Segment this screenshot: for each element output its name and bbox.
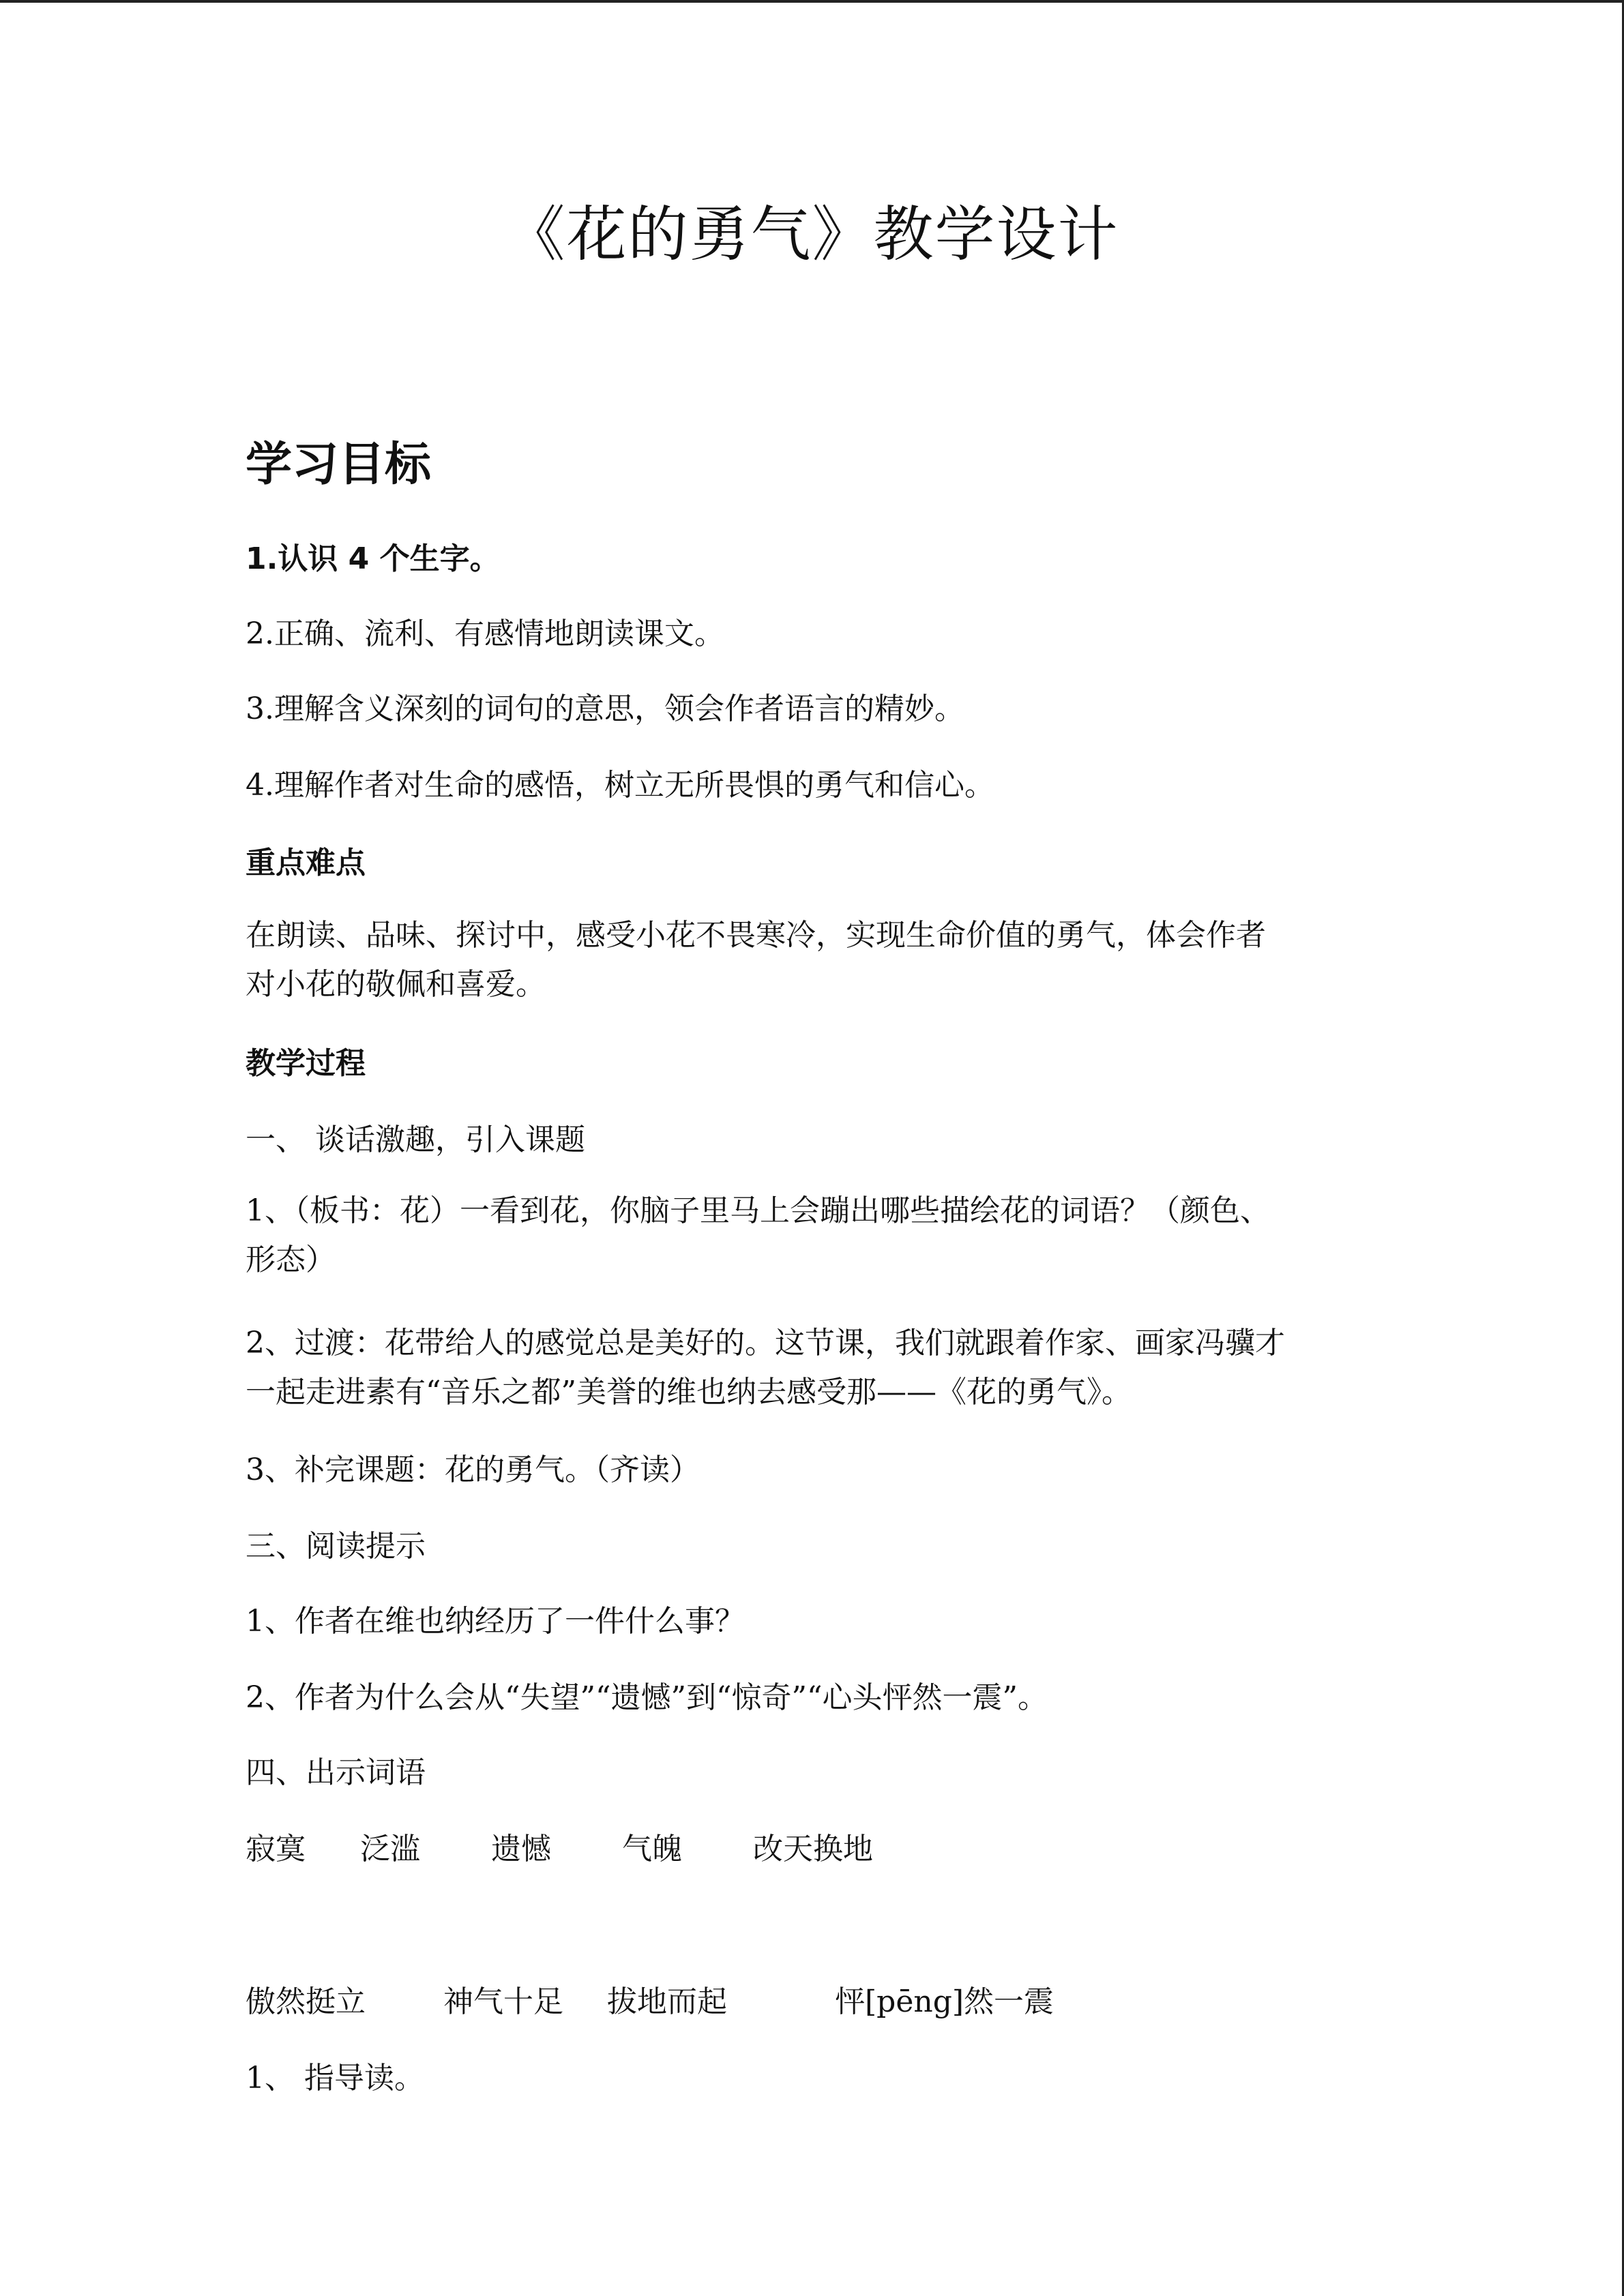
key-points-heading: 重点难点 xyxy=(246,846,366,880)
section-1-item-3: 3、补完课题：花的勇气。（齐读） xyxy=(246,1452,700,1487)
section-3-title: 三、阅读提示 xyxy=(246,1529,426,1564)
key-points-line: 对小花的敬佩和喜爱。 xyxy=(246,967,546,1002)
vocab-word: 寂寞 xyxy=(246,1832,306,1866)
section-1-item-1 xyxy=(246,1187,1391,1285)
key-points-paragraph xyxy=(246,911,1391,1009)
section-1-title: 一、 谈话激趣，引入课题 xyxy=(246,1122,585,1157)
paragraph-line: 一起走进素有“音乐之都”美誉的维也纳去感受那——《花的勇气》。 xyxy=(246,1375,1132,1410)
paragraph-line: 1、（板书：花）一看到花，你脑子里马上会蹦出哪些描绘花的词语？（颜色、 xyxy=(246,1193,1270,1228)
section-4-item-1: 1、 指导读。 xyxy=(246,2061,424,2096)
vocab-word: 神气十足 xyxy=(443,1984,563,2019)
vocab-word: 遗憾 xyxy=(491,1832,551,1866)
objective-item-1: 1.认识 4 个生字。 xyxy=(246,541,500,576)
section-3-item-2: 2、作者为什么会从“失望”“遗憾”到“惊奇”“心头怦然一震”。 xyxy=(246,1680,1048,1715)
paragraph-line: 2、过渡：花带给人的感觉总是美好的。这节课，我们就跟着作家、画家冯骥才 xyxy=(246,1326,1285,1360)
section-3-item-1: 1、作者在维也纳经历了一件什么事？ xyxy=(246,1604,745,1639)
objective-item-4: 4.理解作者对生命的感悟，树立无所畏惧的勇气和信心。 xyxy=(246,768,994,803)
vocab-word: 怦[pēng]然一震 xyxy=(835,1984,1054,2019)
key-points-line: 在朗读、品味、探讨中，感受小花不畏寒冷，实现生命价值的勇气，体会作者 xyxy=(246,918,1266,953)
objectives-heading: 学习目标 xyxy=(246,438,432,492)
objective-item-2: 2.正确、流利、有感情地朗读课文。 xyxy=(246,616,724,651)
objective-item-3: 3.理解含义深刻的词句的意思，领会作者语言的精妙。 xyxy=(246,691,964,726)
vocab-word: 改天换地 xyxy=(753,1832,873,1866)
section-4-title: 四、出示词语 xyxy=(246,1755,426,1790)
vocab-word: 气魄 xyxy=(622,1832,682,1866)
section-1-item-2 xyxy=(246,1319,1391,1417)
vocab-word: 傲然挺立 xyxy=(246,1984,366,2019)
paragraph-line: 形态） xyxy=(246,1242,336,1277)
vocab-word: 泛滥 xyxy=(360,1832,420,1866)
process-heading: 教学过程 xyxy=(246,1046,366,1081)
top-border-line xyxy=(0,0,1624,3)
vocab-word: 拔地而起 xyxy=(607,1984,727,2019)
document-title: 《花的勇气》教学设计 xyxy=(505,199,1119,269)
